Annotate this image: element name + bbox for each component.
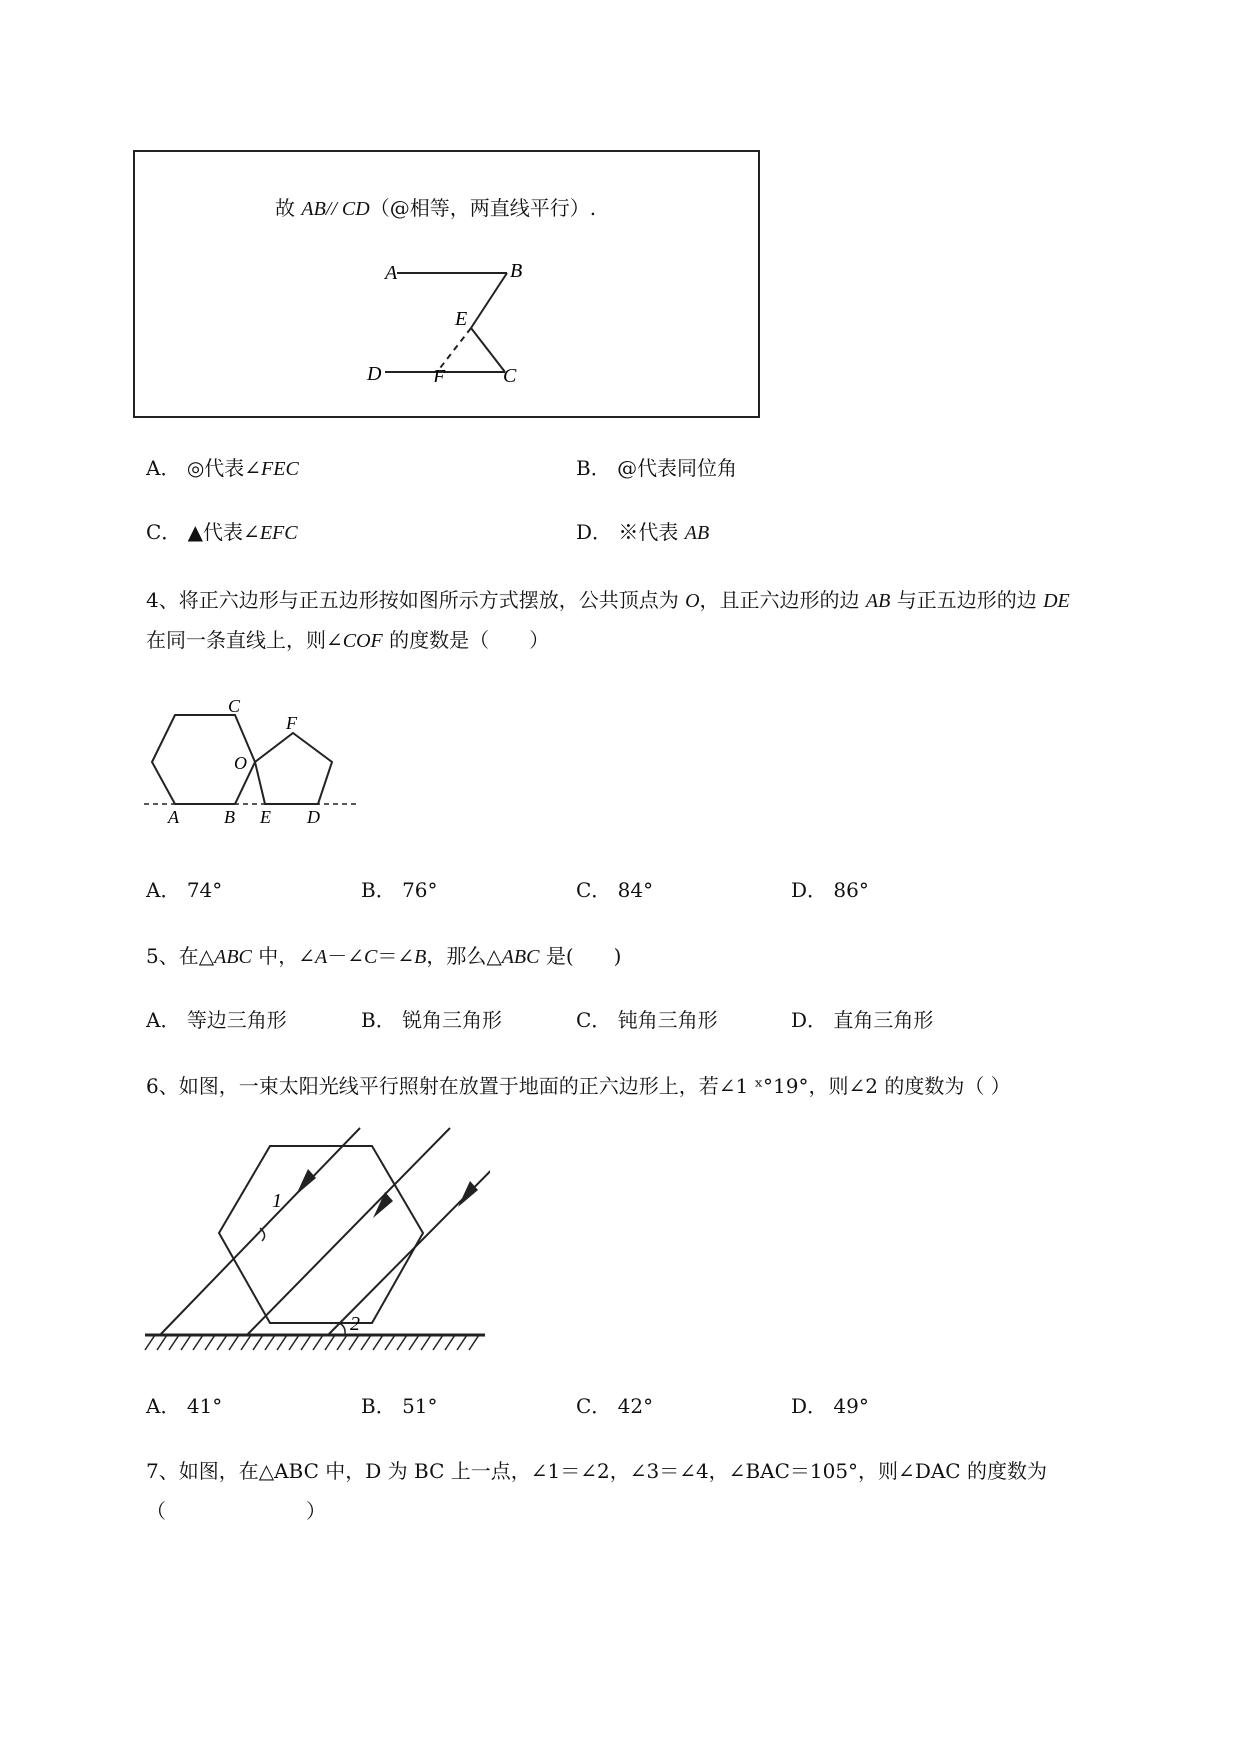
q5-text: 5、在△ xyxy=(146,944,215,968)
q6-option-a[interactable] xyxy=(146,1390,222,1419)
option-key: C． xyxy=(146,520,182,544)
option-text: 等边三角形 xyxy=(186,1008,287,1032)
q4-text: ，且正六边形的边 xyxy=(699,588,866,612)
option-key: C． xyxy=(576,878,612,902)
option-key: C． xyxy=(576,1394,612,1418)
q4-option-d[interactable] xyxy=(791,874,869,903)
option-key: B． xyxy=(361,878,396,902)
q4-var-ab: AB xyxy=(865,590,891,612)
label-a: A xyxy=(168,807,179,827)
line-be xyxy=(471,273,507,328)
q5-stem xyxy=(146,940,621,969)
option-var: AB xyxy=(684,522,710,544)
q7-stem-line2: （ ） xyxy=(146,1499,326,1523)
q5-text: 中，∠ xyxy=(251,944,316,968)
option-text: 钝角三角形 xyxy=(617,1008,718,1032)
option-key: A． xyxy=(146,1394,181,1418)
option-text: ◎代表∠ xyxy=(186,456,262,480)
q3-option-d[interactable] xyxy=(576,516,709,545)
arrow-3 xyxy=(458,1181,478,1207)
parallel-lines-figure xyxy=(355,252,555,382)
option-key: D． xyxy=(791,878,828,902)
option-key: C． xyxy=(576,1008,612,1032)
ground-hatching xyxy=(145,1335,479,1350)
label-f: F xyxy=(433,366,446,382)
option-key: A． xyxy=(146,456,181,480)
label-b: B xyxy=(510,260,523,282)
q4-option-b[interactable] xyxy=(361,874,438,903)
option-text: ▲代表∠ xyxy=(187,520,260,544)
q4-text: 与正五边形的边 xyxy=(890,588,1044,612)
q5-text: ，那么△ xyxy=(426,944,502,968)
label-f: F xyxy=(286,713,297,733)
sunlight-hexagon-figure xyxy=(140,1125,490,1355)
q5-option-b[interactable] xyxy=(361,1004,502,1033)
q6-option-b[interactable] xyxy=(361,1390,438,1419)
q5-text: 是( ) xyxy=(539,944,622,968)
label-c: C xyxy=(228,696,241,716)
proof-conclusion xyxy=(275,192,596,221)
q4-var-cof: COF xyxy=(342,630,383,652)
option-text: 直角三角形 xyxy=(833,1008,934,1032)
q4-option-a[interactable] xyxy=(146,874,222,903)
q6-option-d[interactable] xyxy=(791,1390,869,1419)
q5-var: ABC xyxy=(214,946,252,968)
q4-stem-line1 xyxy=(146,584,1070,613)
q4-text: 的度数是（ ） xyxy=(382,628,550,652)
q3-option-b[interactable] xyxy=(576,452,737,481)
option-key: B． xyxy=(361,1394,396,1418)
option-key: D． xyxy=(791,1394,828,1418)
label-b: B xyxy=(224,807,235,827)
q3-option-c[interactable] xyxy=(146,516,298,545)
option-text: 51° xyxy=(402,1394,438,1418)
hexagon xyxy=(219,1146,423,1323)
q4-stem-line2 xyxy=(146,624,549,653)
q4-var-o: O xyxy=(685,590,700,612)
q6-option-c[interactable] xyxy=(576,1390,653,1419)
pentagon xyxy=(255,733,332,804)
option-key: A． xyxy=(146,878,181,902)
q4-option-c[interactable] xyxy=(576,874,653,903)
option-key: B． xyxy=(361,1008,396,1032)
arrow-1 xyxy=(296,1169,316,1195)
ray-3 xyxy=(328,1128,490,1335)
option-var: FEC xyxy=(261,458,299,480)
conclusion-ab: AB xyxy=(301,198,326,220)
label-a: A xyxy=(385,262,398,284)
label-c: C xyxy=(503,365,517,382)
label-e: E xyxy=(455,308,468,330)
conclusion-suffix: （@相等，两直线平行）. xyxy=(369,196,597,220)
label-angle-2: 2 xyxy=(350,1313,360,1335)
q5-option-d[interactable] xyxy=(791,1004,933,1033)
option-text: 86° xyxy=(833,878,869,902)
label-e: E xyxy=(260,807,271,827)
option-text: 42° xyxy=(617,1394,654,1418)
q4-text: 4、将正六边形与正五边形按如图所示方式摆放，公共顶点为 xyxy=(146,588,686,612)
option-text: 锐角三角形 xyxy=(402,1008,503,1032)
option-key: A． xyxy=(146,1008,181,1032)
q5-option-c[interactable] xyxy=(576,1004,718,1033)
q5-var: ABC xyxy=(501,946,540,968)
label-o: O xyxy=(234,753,247,773)
q5-option-a[interactable] xyxy=(146,1004,287,1033)
option-text: @代表同位角 xyxy=(617,456,738,480)
conclusion-parallel: // xyxy=(325,198,342,220)
option-text: 76° xyxy=(402,878,438,902)
q5-var: B xyxy=(414,946,427,968)
q4-text: 在同一条直线上，则∠ xyxy=(146,628,343,652)
line-ec xyxy=(471,328,505,372)
q4-var-de: DE xyxy=(1043,590,1070,612)
label-d: D xyxy=(367,363,382,382)
option-var: EFC xyxy=(259,522,298,544)
q3-option-a[interactable] xyxy=(146,452,299,481)
q5-text: ＝∠ xyxy=(377,944,415,968)
conclusion-cd: CD xyxy=(341,198,370,220)
option-text: ※代表 xyxy=(618,520,685,544)
label-angle-1: 1 xyxy=(272,1190,282,1212)
q5-text: －∠ xyxy=(327,944,364,968)
proof-box xyxy=(133,150,760,418)
option-text: 41° xyxy=(186,1394,223,1418)
label-d: D xyxy=(307,807,320,827)
q5-var: A xyxy=(315,946,328,968)
option-key: B． xyxy=(576,456,611,480)
conclusion-prefix: 故 xyxy=(275,196,302,220)
q6-stem: 6、如图，一束太阳光线平行照射在放置于地面的正六边形上，若∠1 ˣ°19°，则∠2 的度数为（ ） xyxy=(146,1074,1011,1098)
option-text: 49° xyxy=(833,1394,869,1418)
option-key: D． xyxy=(791,1008,828,1032)
option-text: 84° xyxy=(617,878,654,902)
q7-stem-line1: 7、如图，在△ABC 中，D 为 BC 上一点，∠1＝∠2，∠3＝∠4，∠BAC＝105°，则∠DAC 的度数为 xyxy=(146,1459,1047,1483)
option-key: D． xyxy=(576,520,613,544)
q5-var: C xyxy=(364,946,378,968)
hexagon-pentagon-figure xyxy=(140,695,365,830)
ray-2 xyxy=(247,1128,450,1335)
option-text: 74° xyxy=(186,878,223,902)
